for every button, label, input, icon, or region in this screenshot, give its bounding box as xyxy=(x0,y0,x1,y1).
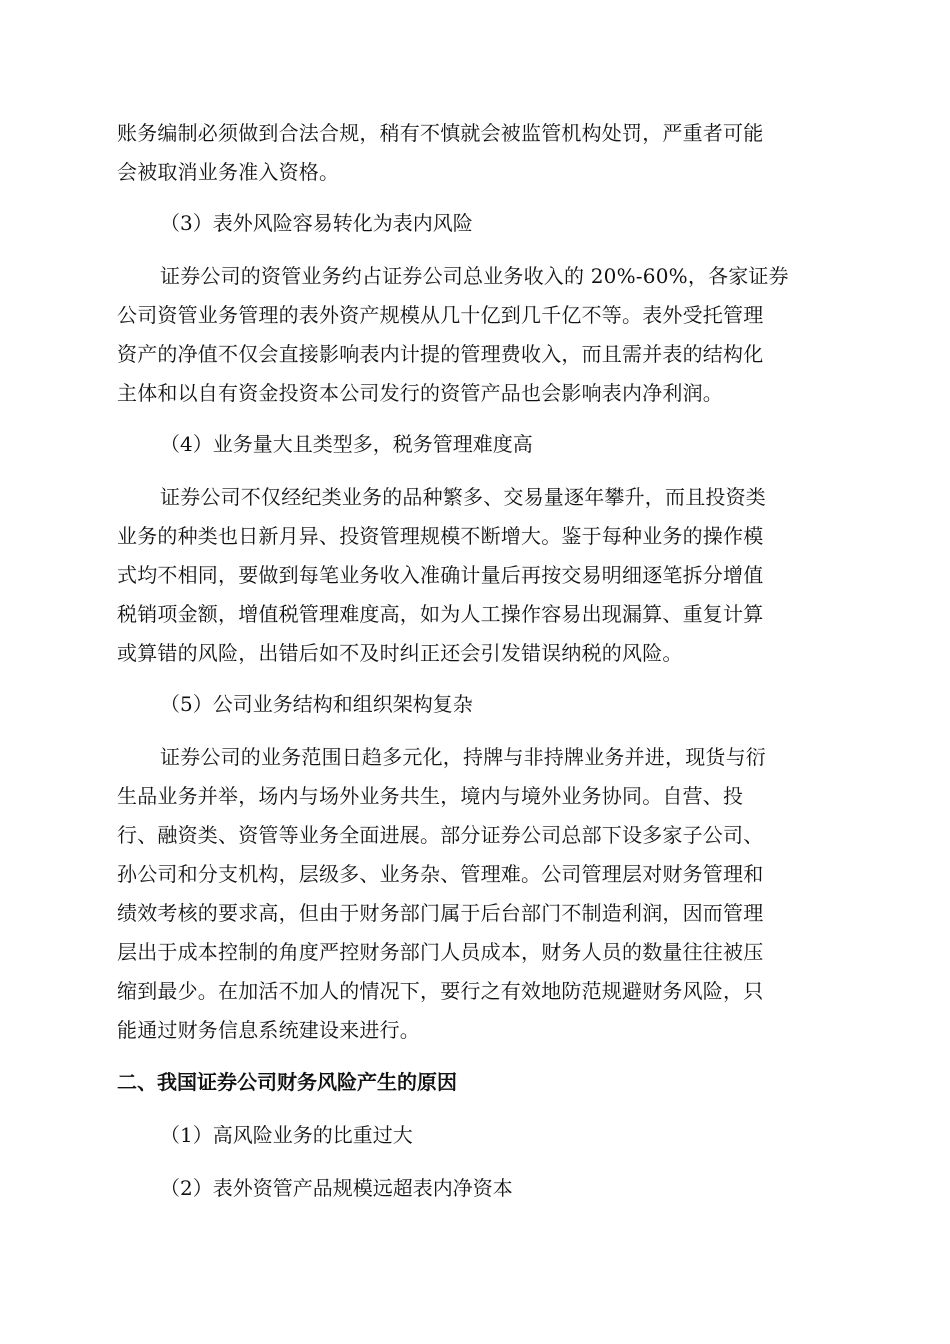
text-line: 层出于成本控制的角度严控财务部门人员成本，财务人员的数量往往被压 xyxy=(117,940,764,964)
text-line: 业务的种类也日新月异、投资管理规模不断增大。鉴于每种业务的操作模 xyxy=(117,524,764,548)
text-line: 税销项金额，增值税管理难度高，如为人工操作容易出现漏算、重复计算 xyxy=(117,602,764,626)
section-heading-2: 二、我国证券公司财务风险产生的原因 xyxy=(117,1070,457,1094)
text-line: 生品业务并举，场内与场外业务共生，境内与境外业务协同。自营、投 xyxy=(117,784,744,808)
text-line: 公司资管业务管理的表外资产规模从几十亿到几千亿不等。表外受托管理 xyxy=(117,303,764,327)
paragraph-org-structure xyxy=(117,738,833,1050)
text-line: 能通过财务信息系统建设来进行。 xyxy=(117,1018,420,1042)
subheading-s2-1: （1）高风险业务的比重过大 xyxy=(160,1123,413,1147)
text-line: 证券公司的业务范围日趋多元化，持牌与非持牌业务并进，现货与衍 xyxy=(160,745,766,769)
paragraph-account-compliance xyxy=(117,114,833,192)
text-line: 证券公司的资管业务约占证券公司总业务收入的 20%-60%，各家证券 xyxy=(160,264,789,288)
text-line: 账务编制必须做到合法合规，稍有不慎就会被监管机构处罚，严重者可能 xyxy=(117,121,764,145)
text-line: 绩效考核的要求高，但由于财务部门属于后台部门不制造利润，因而管理 xyxy=(117,901,764,925)
text-line: 或算错的风险，出错后如不及时纠正还会引发错误纳税的风险。 xyxy=(117,641,683,665)
subheading-s2-2: （2）表外资管产品规模远超表内净资本 xyxy=(160,1176,513,1200)
paragraph-off-balance-risk xyxy=(117,257,833,413)
text-line: 孙公司和分支机构，层级多、业务杂、管理难。公司管理层对财务管理和 xyxy=(117,862,764,886)
subheading-4: （4）业务量大且类型多，税务管理难度高 xyxy=(160,432,533,456)
paragraph-tax-management xyxy=(117,478,833,673)
text-line: 缩到最少。在加活不加人的情况下，要行之有效地防范规避财务风险，只 xyxy=(117,979,764,1003)
text-line: 主体和以自有资金投资本公司发行的资管产品也会影响表内净利润。 xyxy=(117,381,723,405)
text-line: 证券公司不仅经纪类业务的品种繁多、交易量逐年攀升，而且投资类 xyxy=(160,485,766,509)
text-line: 资产的净值不仅会直接影响表内计提的管理费收入，而且需并表的结构化 xyxy=(117,342,764,366)
subheading-5: （5）公司业务结构和组织架构复杂 xyxy=(160,692,473,716)
text-line: 行、融资类、资管等业务全面进展。部分证券公司总部下设多家子公司、 xyxy=(117,823,764,847)
text-line: 式均不相同，要做到每笔业务收入准确计量后再按交易明细逐笔拆分增值 xyxy=(117,563,764,587)
text-line: 会被取消业务准入资格。 xyxy=(117,160,340,184)
subheading-3: （3）表外风险容易转化为表内风险 xyxy=(160,211,473,235)
